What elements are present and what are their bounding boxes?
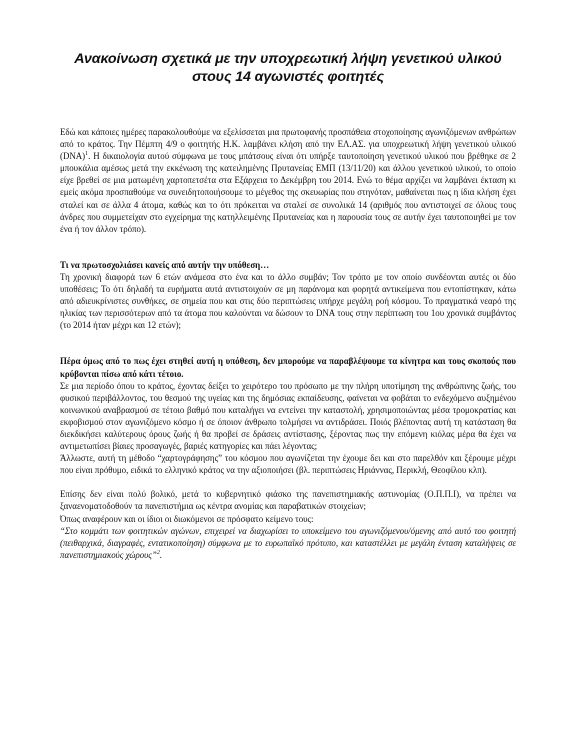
paragraph-intro-text-a: Εδώ και κάποιες ημέρες παρακολουθούμε να εξελίσσεται μια πρωτοφανής προσπάθεια στοχοποίησης αγωνιζόμενων ανθρώπων από το κράτος. Την Πέμπτη 4/9 ο φοιτητής Η.Κ. λαμβάνει κλήση από την ΕΛ.ΑΣ. για υποχρεωτική λήψη γενετικού υλικού (DNA) — [60, 127, 516, 162]
section-heading-2: Πέρα όμως από το πως έχει στηθεί αυτή η υπόθεση, δεν μπορούμε να παραβλέψουμε τα κίνητρα και τους σκοπούς που κρύβονται πίσω από κάτι τέτοιο. — [60, 356, 516, 379]
paragraph-questions: Τη χρονική διαφορά των 6 ετών ανάμεσα στο ένα και το άλλο συμβάν; Τον τρόπο με τον οποίο συνδέονται αυτές οι δύο υποθέσεις; Το ότι δηλαδή τα ευρήματα αυτά αντιστοιχούν σε μη παράνομα και φορητά αντικείμενα που εντοπίστηκαν, κάτω από αδιευκρίνιστες συνθήκες, σε σημεία που και στις δύο περιπτώσεις υπήρχε μεγάλη ροή κόσμου. Το πραγματικά νεαρό της ηλικίας των περισσότερων από τα άτομα που καλούνται να δώσουν το DNA τους στην περίπτωση του 1ου χρονικά συμβάντος (το 2014 ήταν μέχρι και 12 ετών); — [60, 271, 516, 331]
quote-text: “Στο κομμάτι των φοιτητικών αγώνων, επιχειρεί να διαχωρίσει το υποκείμενο του αγωνιζόμενου/όμενης από αυτό του φοιτητή (πειθαρχικά, διαγραφές, εντατικοποίηση) σύμφωνα με το ευρωπαϊκό πρότυπο, και καταστέλλει με μεγάλη ένταση καταλήψεις σε πανεπιστημιακούς χώρους” — [60, 525, 516, 560]
paragraph-intro-text-b: . Η δικαιολογία αυτού σύμφωνα με τους μπάτσους είναι ότι υπήρξε ταυτοποίηση γενετικού υλικού που βρέθηκε σε 2 μπουκάλια αμέσως μετά την εκκένωση της κατειλημένης Πρυτανείας ΕΜΠ (13/11/20) και άλλου γενετικού υλικού, το οποίο είχε βρεθεί σε μια ματωμένη χαρτοπετσέτα στα Εξάρχεια το Δεκέμβρη του 2014. Ενώ το θέμα αρχίζει να λαμβάνει έκταση κι εμείς ακόμα προσπαθούμε να συνειδητοποιήσουμε το μέγεθος της σκευωρίας που στηνόταν, μαθαίνεται πως η ίδια κλήση έχει σταλεί και σε άλλα 4 άτομα, καθώς και το ότι πρόκειται να σταλεί σε συνολικά 14 (αριθμός που αντιστοιχεί σε όλους τους άνδρες που συμμετείχαν στο εγχείρημα της κατηλλειμένης Πρυτανείας και η παρουσία τους σε αυτήν έχει ταυτοποιηθεί με τον ένα ή τον άλλον τρόπο). — [60, 151, 516, 234]
title-line-2: στους 14 αγωνιστές φοιτητές — [192, 69, 384, 85]
paragraph-mapping: Άλλωστε, αυτή τη μέθοδο “χαρτογράφησης” του κόσμου που αγωνίζεται την έχουμε δει και στο παρελθόν και ξέρουμε μέχρι που είναι πρόθυμο, ειδικά το ελληνικό κράτος να την αξιοποιήσει (βλ. περιπτώσεις Ηριάννας, Περικλή, Θεοφίλου κλπ). — [60, 453, 516, 476]
footnote-ref-1: 1 — [85, 151, 89, 158]
title-line-1: Ανακοίνωση σχετικά με την υποχρεωτική λήψη γενετικού υλικού — [74, 51, 502, 67]
paragraph-state: Σε μια περίοδο όπου το κράτος, έχοντας δείξει το χειρότερο του πρόσωπο με την πλήρη υποτίμηση της ανθρώπινης ζωής, του φυσικού περιβάλλοντος, του θεσμού της υγείας και της δημόσιας εκπαίδευσης, φαίνεται να φοβάται το ενδεχόμενο αυξημένου κοινωνικού αναβρασμού σε τέτοιο βαθμό που καταλήγει να εντείνει την καταστολή, χρησιμοποιώντας μέσα τρομοκρατίας και εκφοβισμού στον αγωνιζόμενο κόσμο ή σε όποιον άνθρωπο τολμήσει να αντιδράσει. Ποιός βλέποντας αυτή τη κατάσταση θα διεκδικήσει καλύτερους όρους ζωής ή θα προβεί σε δράσεις αντίστασης, ξέροντας πως την επόμενη κιόλας μέρα θα έχει να αντιμετωπίσει βίαιες προσαγωγές, βαριές κατηγορίες και πάει λέγοντας; — [60, 380, 516, 452]
paragraph-intro — [60, 126, 516, 235]
block-quote — [60, 525, 516, 561]
quote-end: . — [159, 549, 163, 560]
page-title — [60, 50, 516, 86]
paragraph-quote-intro: Όπως αναφέρουν και οι ίδιοι οι διωκόμενοι σε πρόσφατο κείμενο τους: — [60, 513, 314, 524]
footnote-ref-2: 2 — [156, 549, 160, 556]
section-heading-1: Τι να πρωτοσχολιάσει κανείς από αυτήν την υπόθεση… — [60, 259, 270, 270]
paragraph-university-police: Επίσης δεν είναι πολύ βολικό, μετά το κυβερνητικό φιάσκο της πανεπιστημιακής αστυνομίας (Ο.Π.Π.Ι), να πρέπει να ξαναενοματοδοθούν τα πανεπιστήμια ως κέντρα ανομίας και παραβατικών στοιχείων; — [60, 489, 516, 512]
